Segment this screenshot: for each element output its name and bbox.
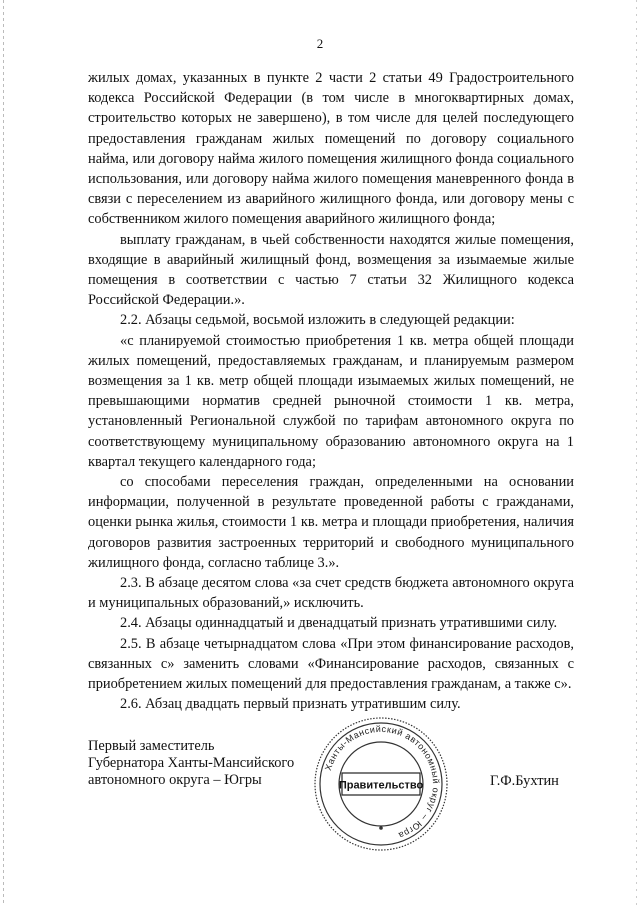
official-seal	[312, 715, 450, 853]
seal-ring-text: Ханты-Мансийский автономный округ – Югра	[322, 723, 442, 841]
paragraph-4: «с планируемой стоимостью приобретения 1 кв. метра общей площади жилых помещений, предоставляемых гражданам, и планируемым размером возмещения за 1 кв. метр общей площади изымаемых жилых помещений, не превышающими норматив средней рыночной стоимости 1 кв. метра, установленный Региональной службой по тарифам автономного округа по соответствующему муниципальному образованию автономного округа на 1 квартал текущего календарного года;	[88, 332, 574, 470]
document-body	[88, 68, 574, 715]
signatory-position-line-1: Первый заместитель	[88, 738, 215, 754]
scan-edge-right	[636, 0, 637, 905]
seal-center-text: Правительство	[338, 779, 424, 792]
signatory-position-line-2: Губернатора Ханты-Мансийского	[88, 755, 295, 771]
paragraph-2: выплату гражданам, в чьей собственности находятся жилые помещения, входящие в аварийный жилищный фонд, возмещения за изымаемые жилые помещения в соответствии с частью 7 статьи 32 Жилищного кодекса Российской Федерации.».	[88, 231, 574, 309]
signatory-position-line-3: автономного округа – Югры	[88, 772, 262, 788]
page-number: 2	[316, 36, 324, 51]
paragraph-6: 2.3. В абзаце десятом слова «за счет средств бюджета автономного округа и муниципальных образований,» исключить.	[88, 575, 574, 612]
paragraph-1: жилых домах, указанных в пункте 2 части 2 статьи 49 Градостроительного кодекса Российской Федерации (в том числе в многоквартирных домах, строительство которых не завершено), в том числе для целей последующего предоставления гражданам жилых помещений по договору социального найма, или договору найма жилого помещения жилищного фонда социального использования, или договору найма жилого помещения маневренного фонда в связи с переселением из аварийного жилищного фонда, или договору мены с собственником жилого помещения аварийного жилищного фонда;	[88, 70, 574, 228]
paragraph-5: со способами переселения граждан, определенными на основании информации, полученной в результате проведенной работы с гражданами, оценки рынка жилья, стоимости 1 кв. метра и площади приобретения, наличия договоров развития застроенных территорий и свободного муниципального жилищного фонда, согласно таблице 3.».	[88, 474, 574, 571]
signatory-position	[88, 738, 294, 789]
paragraph-8: 2.5. В абзаце четырнадцатом слова «При этом финансирование расходов, связанных с» заменить словами «Финансирование расходов, связанных с приобретением жилых помещений для предоставления гражданам, а также с».	[88, 635, 574, 693]
scan-edge-left	[3, 0, 4, 905]
paragraph-9: 2.6. Абзац двадцать первый признать утратившим силу.	[120, 696, 461, 713]
paragraph-7: 2.4. Абзацы одиннадцатый и двенадцатый признать утратившими силу.	[120, 615, 558, 632]
signatory-name: Г.Ф.Бухтин	[490, 773, 559, 789]
paragraph-3: 2.2. Абзацы седьмой, восьмой изложить в следующей редакции:	[120, 312, 515, 329]
